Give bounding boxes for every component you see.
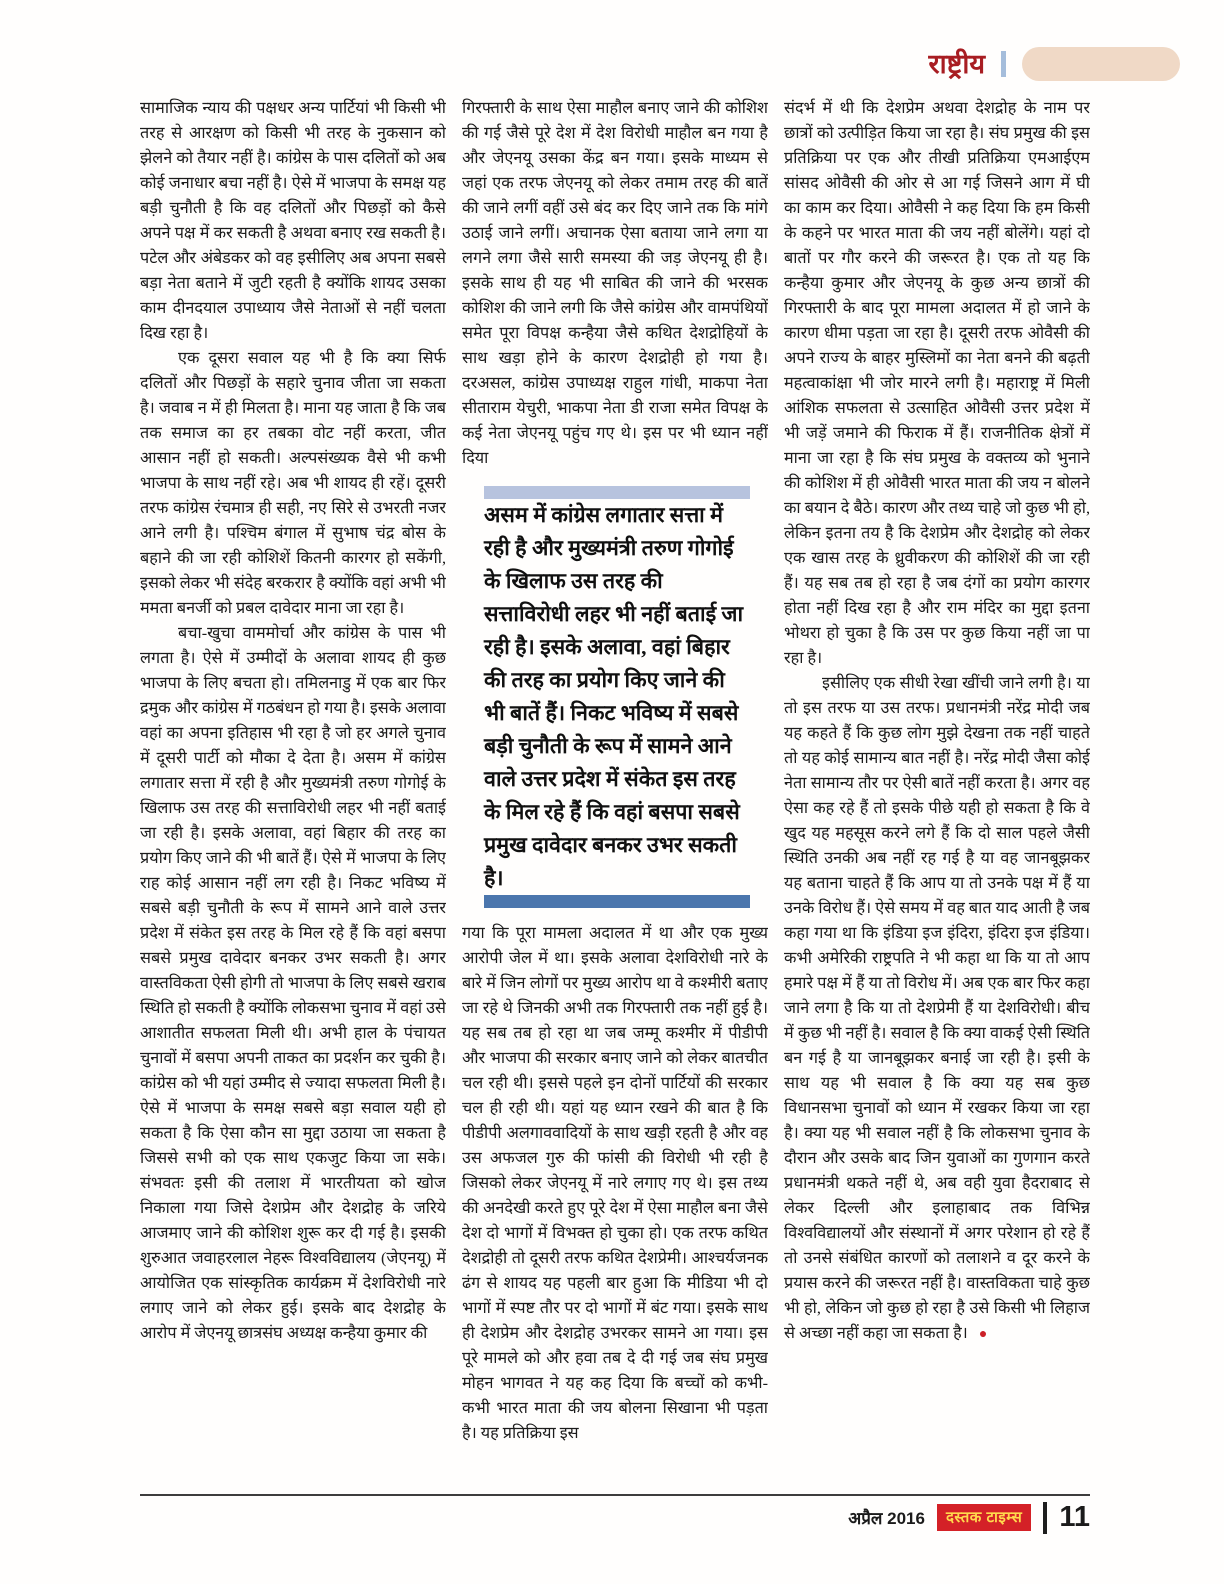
paragraph: गया कि पूरा मामला अदालत में था और एक मुख्य आरोपी जेल में था। इसके अलावा देशविरोधी नारे के बारे में जिन लोगों पर मुख्य आरोप था वे कश्मीरी बताए जा रहे थे जिनकी अभी तक गिरफ्तारी तक नहीं हुई है। यह सब तब हो रहा था जब जम्मू कश्मीर में पीडीपी और भाजपा की सरकार बनाए जाने को लेकर बातचीत चल रही थी। इससे पहले इन दोनों पार्टियों की सरकार चल ही रही थी। यहां यह ध्यान रखने की बात है कि पीडीपी अलगाववादियों के साथ खड़ी रहती है और वह उस अफजल गुरु की फांसी की विरोधी भी रही है जिसको लेकर जेएनयू में नारे लगाए गए थे। इस तथ्य की अनदेखी करते हुए पूरे देश में ऐसा माहौल बना जैसे देश दो भागों में विभक्त हो चुका हो। एक तरफ कथित देशद्रोही तो दूसरी तरफ कथित देशप्रेमी। आश्चर्यजनक ढंग से शायद यह पहली बार हुआ कि मीडिया भी दो भागों में स्पष्ट तौर पर दो भागों में बंट गया। इसके साथ ही देशप्रेम और देशद्रोह उभरकर सामने आ गया। इस पूरे मामले को और हवा तब दे दी गई जब संघ प्रमुख मोहन भागवत ने यह कह दिया कि बच्चों को कभी-कभी भारत माता की जय बोलना सिखाना भी पड़ता है। यह प्रतिक्रिया इस <box>462 924 768 1442</box>
footer-row <box>140 1501 1090 1534</box>
page-header <box>0 44 1180 84</box>
pull-quote-text: असम में कांग्रेस लगातार सत्ता में रही है और मुख्यमंत्री तरुण गोगोई के खिलाफ उस तरह की सत्ताविरोधी लहर भी नहीं बताई जा रही है। इसके अलावा, वहां बिहार की तरह का प्रयोग किए जाने की भी बातें हैं। निकट भविष्य में सबसे बड़ी चुनौती के रूप में सामने आने वाले उत्तर प्रदेश में संकेत इस तरह के मिल रहे हैं कि वहां बसपा सबसे प्रमुख दावेदार बनकर उभर सकती है। <box>484 503 744 890</box>
section-title: राष्ट्रीय <box>928 48 985 79</box>
article-body <box>140 96 1090 1488</box>
footer-rule <box>140 1494 1090 1496</box>
column-1 <box>140 96 446 1488</box>
paragraph: इसीलिए एक सीधी रेखा खींची जाने लगी है। या तो इस तरफ या उस तरफ। प्रधानमंत्री नरेंद्र मोदी जब यह कहते हैं कि कुछ लोग मुझे देखना तक नहीं चाहते तो यह कोई सामान्य बात नहीं है। नरेंद्र मोदी जैसा कोई नेता सामान्य तौर पर ऐसी बातें नहीं करता है। अगर वह ऐसा कह रहे हैं तो इसके पीछे यही हो सकता है कि वे खुद यह महसूस करने लगे हैं कि दो साल पहले जैसी स्थिति उनकी अब नहीं रह गई है या वह जानबूझकर यह बताना चाहते हैं कि आप या तो उनके पक्ष में हैं या उनके विरोध हैं। ऐसे समय में वह बात याद आती है जब कहा गया था कि इंडिया इज इंदिरा, इंदिरा इज इंडिया। कभी अमेरिकी राष्ट्रपति ने भी कहा था कि या तो आप हमारे पक्ष में हैं या तो विरोध में। अब एक बार फिर कहा जाने लगा है कि या तो देशप्रेमी हैं या देशविरोधी। बीच में कुछ भी नहीं है। सवाल है कि क्या वाकई ऐसी स्थिति बन गई है या जानबूझकर बनाई जा रही है। इसी के साथ यह भी सवाल है कि क्या यह सब कुछ विधानसभा चुनावों को ध्यान में रखकर किया जा रहा है। क्या यह भी सवाल नहीं है कि लोकसभा चुनाव के दौरान और उसके बाद जिन युवाओं का गुणगान करते प्रधानमंत्री थकते नहीं थे, अब वही युवा हैदराबाद से लेकर दिल्ली और इलाहाबाद तक विभिन्न विश्वविद्यालयों और संस्थानों में अगर परेशान हो रहे हैं तो उनसे संबंधित कारणों को तलाशने व दूर करने के प्रयास करने की जरूरत नहीं है। वास्तविकता चाहे कुछ भी हो, लेकिन जो कुछ हो रहा है उसे किसी भी लिहाज से अच्छा नहीं कहा जा सकता है। ● <box>784 674 1090 1342</box>
magazine-logo: दस्तक टाइम्स <box>937 1504 1031 1531</box>
page-footer <box>140 1494 1090 1534</box>
header-pill-decoration <box>1022 47 1180 81</box>
column-2 <box>462 96 768 1488</box>
column-2-bottom <box>462 921 768 1446</box>
column-3 <box>784 96 1090 1488</box>
paragraph: गिरफ्तारी के साथ ऐसा माहौल बनाए जाने की कोशिश की गई जैसे पूरे देश में देश विरोधी माहौल बन गया है और जेएनयू उसका केंद्र बन गया। इसके माध्यम से जहां एक तरफ जेएनयू को लेकर तमाम तरह की बातें की जाने लगीं वहीं उसे बंद कर दिए जाने तक कि मांगे उठाई जाने लगीं। अचानक ऐसा बताया जाने लगा या लगने लगा जैसे सारी समस्या की जड़ जेएनयू ही है। इसके साथ ही यह भी साबित की जाने की भरसक कोशिश की जाने लगी कि जैसे कांग्रेस और वामपंथियों समेत पूरा विपक्ष कन्हैया जैसे कथित देशद्रोहियों के साथ खड़ा होने के कारण देशद्रोही हो गया है। दरअसल, कांग्रेस उपाध्यक्ष राहुल गांधी, माकपा नेता सीताराम येचुरी, भाकपा नेता डी राजा समेत विपक्ष के कई नेता जेएनयू पहुंच गए थे। इस पर भी ध्यान नहीं दिया <box>462 99 768 467</box>
pull-quote-bottom-bar <box>484 895 750 908</box>
page-number: 11 <box>1059 1501 1090 1533</box>
article-end-dot: ● <box>967 1327 990 1342</box>
header-divider <box>1001 51 1006 77</box>
column-2-top <box>462 96 768 471</box>
issue-date: अप्रैल 2016 <box>848 1509 925 1528</box>
paragraph: एक दूसरा सवाल यह भी है कि क्या सिर्फ दलितों और पिछड़ों के सहारे चुनाव जीता जा सकता है। जवाब न में ही मिलता है। माना यह जाता है कि जब तक समाज का हर तबका वोट नहीं करता, जीत आसान नहीं हो सकती। अल्पसंख्यक वैसे भी कभी भाजपा के साथ नहीं रहे। अब भी शायद ही रहें। दूसरी तरफ कांग्रेस रंचमात्र ही सही, नए सिरे से उभरती नजर आने लगी है। पश्चिम बंगाल में सुभाष चंद्र बोस के बहाने की जा रही कोशिशें कितनी कारगर हो सकेंगी, इसको लेकर भी संदेह बरकरार है क्योंकि वहां अभी भी ममता बनर्जी को प्रबल दावेदार माना जा रहा है। <box>140 349 446 617</box>
paragraph: बचा-खुचा वाममोर्चा और कांग्रेस के पास भी लगता है। ऐसे में उम्मीदों के अलावा शायद ही कुछ भाजपा के लिए बचता हो। तमिलनाडु में एक बार फिर द्रमुक और कांग्रेस में गठबंधन हो गया है। इसके अलावा वहां का अपना इतिहास भी रहा है जो हर अगले चुनाव में दूसरी पार्टी को मौका दे देता है। असम में कांग्रेस लगातार सत्ता में रही है और मुख्यमंत्री तरुण गोगोई के खिलाफ उस तरह की सत्ताविरोधी लहर भी नहीं बताई जा रही है। इसके अलावा, वहां बिहार की तरह का प्रयोग किए जाने की भी बातें हैं। ऐसे में भाजपा के लिए राह कोई आसान नहीं लग रही है। निकट भविष्य में सबसे बड़ी चुनौती के रूप में सामने आने वाले उत्तर प्रदेश में संकेत इस तरह के मिल रहे हैं कि वहां बसपा सबसे प्रमुख दावेदार बनकर उभर सकती है। अगर वास्तविकता ऐसी होगी तो भाजपा के लिए सबसे खराब स्थिति हो सकती है क्योंकि लोकसभा चुनाव में वहां उसे आशातीत सफलता मिली थी। अभी हाल के पंचायत चुनावों में बसपा अपनी ताकत का प्रदर्शन कर चुकी है। कांग्रेस को भी यहां उम्मीद से ज्यादा सफलता मिली है। ऐसे में भाजपा के समक्ष सबसे बड़ा सवाल यही हो सकता है कि ऐसा कौन सा मुद्दा उठाया जा सकता है जिससे सभी को एक साथ एकजुट किया जा सके। संभवतः इसी की तलाश में भारतीयता को खोज निकाला गया जिसे देशप्रेम और देशद्रोह के जरिये आजमाए जाने की कोशिश शुरू कर दी गई है। इसकी शुरुआत जवाहरलाल नेहरू विश्वविद्यालय (जेएनयू) में आयोजित एक सांस्कृतिक कार्यक्रम में देशविरोधी नारे लगाए जाने को लेकर हुई। इसके बाद देशद्रोह के आरोप में जेएनयू छात्रसंघ अध्यक्ष कन्हैया कुमार की <box>140 624 446 1342</box>
paragraph: संदर्भ में थी कि देशप्रेम अथवा देशद्रोह के नाम पर छात्रों को उत्पीड़ित किया जा रहा है। संघ प्रमुख की इस प्रतिक्रिया पर एक और तीखी प्रतिक्रिया एमआईएम सांसद ओवैसी की ओर से आ गई जिसने आग में घी का काम कर दिया। ओवैसी ने कह दिया कि हम किसी के कहने पर भारत माता की जय नहीं बोलेंगे। यहां दो बातों पर गौर करने की जरूरत है। एक तो यह कि कन्हैया कुमार और जेएनयू के कुछ अन्य छात्रों की गिरफ्तारी के बाद पूरा मामला अदालत में हो जाने के कारण धीमा पड़ता जा रहा है। दूसरी तरफ ओवैसी की अपने राज्य के बाहर मुस्लिमों का नेता बनने की बढ़ती महत्वाकांक्षा भी जोर मारने लगी है। महाराष्ट्र में मिली आंशिक सफलता से उत्साहित ओवैसी उत्तर प्रदेश में भी जड़ें जमाने की फिराक में हैं। राजनीतिक क्षेत्रों में माना जा रहा है कि संघ प्रमुख के वक्तव्य को भुनाने की कोशिश में ही ओवैसी भारत माता की जय न बोलने का बयान दे बैठे। कारण और तथ्य चाहे जो कुछ भी हो, लेकिन इतना तय है कि देशप्रेम और देशद्रोह को लेकर एक खास तरह के ध्रुवीकरण की कोशिशें की जा रही हैं। यह सब तब हो रहा है जब दंगों का प्रयोग कारगर होता नहीं दिख रहा है और राम मंदिर का मुद्दा इतना भोथरा हो चुका है कि उस पर कुछ किया नहीं जा पा रहा है। <box>784 99 1090 667</box>
pull-quote <box>484 486 750 908</box>
pull-quote-top-bar <box>484 486 750 499</box>
footer-separator <box>1043 1502 1047 1534</box>
paragraph: सामाजिक न्याय की पक्षधर अन्य पार्टियां भी किसी भी तरह से आरक्षण को किसी भी तरह के नुकसान को झेलने को तैयार नहीं है। कांग्रेस के पास दलितों को अब कोई जनाधार बचा नहीं है। ऐसे में भाजपा के समक्ष यह बड़ी चुनौती है कि वह दलितों और पिछड़ों को कैसे अपने पक्ष में कर सकती है अथवा बनाए रख सकती है। पटेल और अंबेडकर को वह इसीलिए अब अपना सबसे बड़ा नेता बताने में जुटी रहती है क्योंकि शायद उसका काम दीनदयाल उपाध्याय जैसे नेताओं से नहीं चलता दिख रहा है। <box>140 99 446 342</box>
